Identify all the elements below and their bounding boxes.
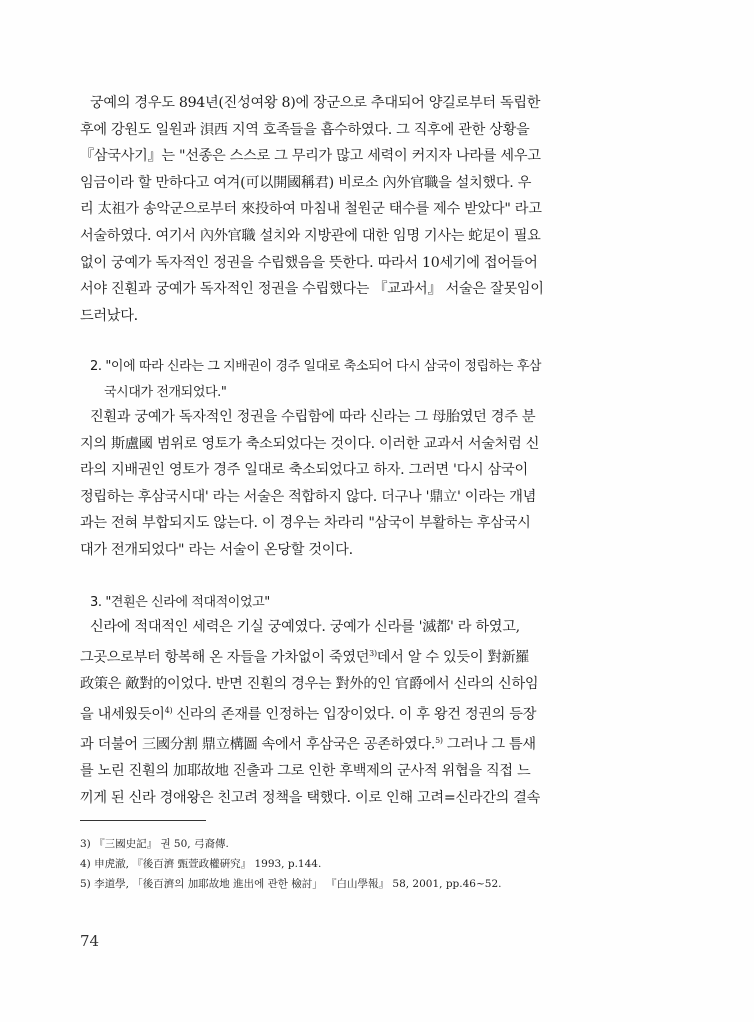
text-line: 지의 斯盧國 범위로 영토가 축소되었다는 것이다. 이러한 교과서 서술처럼 신: [80, 435, 540, 452]
footnote-ref: 4): [164, 705, 173, 715]
text-line: 『삼국사기』는 "선종은 스스로 그 무리가 많고 세력이 커지자 나라를 세우고: [80, 148, 541, 165]
text-line: 를 노린 진훤의 加耶故地 진출과 그로 인한 후백제의 군사적 위협을 직접 느: [80, 763, 531, 780]
section-3-body: [80, 614, 556, 811]
text-segment: 그러나 그 틈새: [442, 736, 536, 753]
text-line: 서야 진훤과 궁예가 독자적인 정권을 수립했다는 『교과서』 서술은 잘못임이: [80, 281, 544, 298]
footnote-ref: 5): [435, 735, 443, 745]
text-line: 政策은 敵對的이었다. 반면 진훤의 경우는 對外的인 官爵에서 신라의 신하임: [80, 675, 539, 692]
text-line: 신라에 적대적인 세력은 기실 궁예였다. 궁예가 신라를 '滅都' 라 하였고,: [90, 619, 520, 635]
text-segment: 신라의 존재를 인정하는 입장이었다. 이 후 왕건 정권의 등장: [172, 706, 537, 723]
text-line: [80, 641, 556, 671]
section-3-heading: 3. "견훤은 신라에 적대적이었고": [90, 595, 270, 610]
text-line: 리 太祖가 송악군으로부터 來投하여 마침내 철원군 태수를 제수 받았다" 라고: [80, 201, 542, 218]
text-line: 끼게 된 신라 경애왕은 친고려 정책을 택했다. 이로 인해 고려=신라간의 결속: [80, 789, 541, 806]
text-line: [80, 698, 556, 728]
section-2-heading-line-2: 국시대가 전개되었다.": [104, 385, 227, 400]
footnote-ref: 3): [369, 648, 377, 658]
text-segment: 데서 알 수 있듯이 對新羅: [376, 649, 530, 666]
text-line: 대가 전개되었다" 라는 서술이 온당할 것이다.: [80, 541, 353, 558]
text-line: 서술하였다. 여기서 內外官職 설치와 지방관에 대한 임명 기사는 蛇足이 필요: [80, 227, 541, 244]
section-2-body: [80, 404, 556, 564]
page-number: 74: [80, 932, 100, 950]
section-2-heading-line-1: 2. "이에 따라 신라는 그 지배권이 경주 일대로 축소되어 다시 삼국이 정립하는 후삼: [90, 359, 542, 374]
text-line: 없이 궁예가 독자적인 정권을 수립했음을 뜻한다. 따라서 10세기에 접어들어: [80, 254, 538, 271]
text-line: 과는 전혀 부합되지도 않는다. 이 경우는 차라리 "삼국이 부활하는 후삼국시: [80, 515, 531, 532]
text-segment: 과 더불어 三國分割 鼎立構圖 속에서 후삼국은 공존하였다.: [80, 736, 436, 753]
text-line: 드러났다.: [80, 307, 138, 324]
text-line: [80, 728, 556, 758]
footnote-4: 4) 申虎澈, 『後百濟 甄萱政權硏究』 1993, p.144.: [80, 858, 322, 870]
text-line: 진훤과 궁예가 독자적인 정권을 수립함에 따라 신라는 그 母胎였던 경주 분: [90, 409, 536, 425]
text-segment: 을 내세웠듯이: [80, 706, 165, 723]
footnote-divider: [80, 820, 206, 821]
text-line: 임금이라 할 만하다고 여겨(可以開國稱君) 비로소 內外官職을 설치했다. 우: [80, 174, 532, 191]
text-line: 라의 지배권인 영토가 경주 일대로 축소되었다고 하자. 그러면 '다시 삼국이: [80, 462, 528, 479]
footnote-3: 3) 『三國史記』 권 50, 弓裔傳.: [80, 838, 229, 850]
text-line: 후에 강원도 일원과 浿西 지역 호족들을 흡수하였다. 그 직후에 관한 상황을: [80, 121, 530, 138]
text-line: 정립하는 후삼국시대' 라는 서술은 적합하지 않다. 더구나 '鼎立' 이라는 개념: [80, 488, 537, 505]
footnote-5: 5) 李道學, 「後百濟의 加耶故地 進出에 관한 檢討」 『白山學報』 58, 2001, pp.46~52.: [80, 878, 502, 890]
text-line: 궁예의 경우도 894년(진성여왕 8)에 장군으로 추대되어 양길로부터 독립한: [90, 95, 541, 111]
paragraph-1: [80, 90, 556, 329]
text-segment: 그곳으로부터 항복해 온 자들을 가차없이 죽였던: [80, 649, 370, 666]
